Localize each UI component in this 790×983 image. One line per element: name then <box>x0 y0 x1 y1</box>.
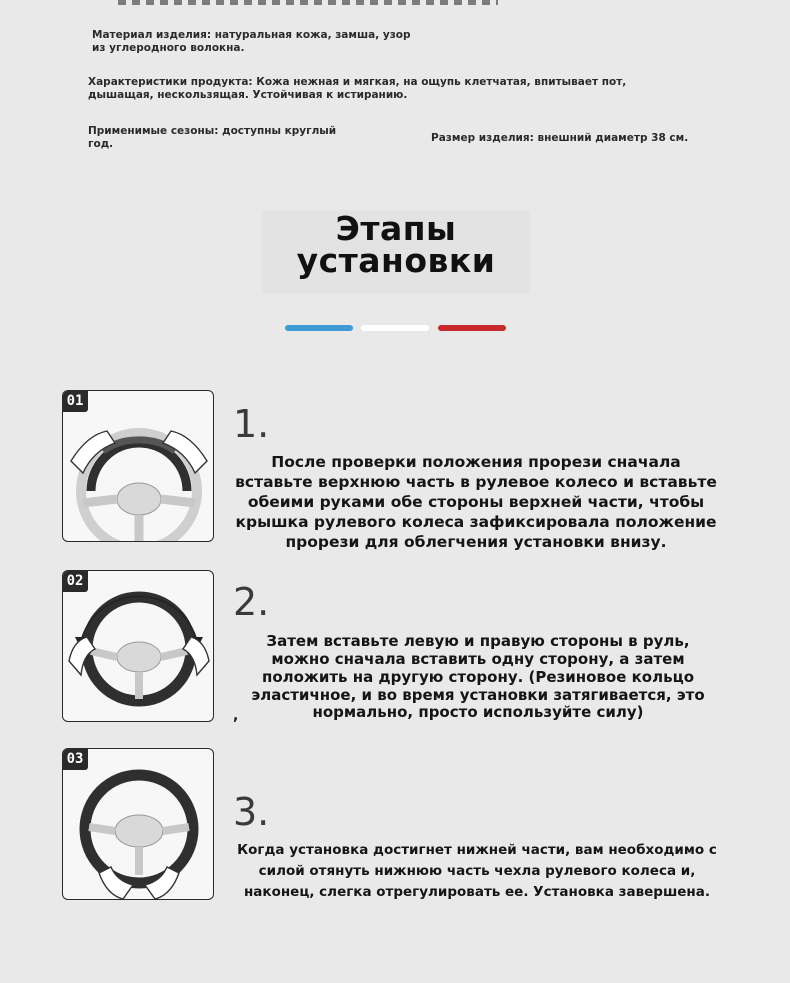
cropped-header-text <box>118 0 498 5</box>
step-1-text: После проверки положения прорези сначала вставьте верхнюю часть в рулевое колесо и вставьте обеими руками обе стороны верхней части, чтобы крышка рулевого колеса зафиксировала положение прорези для облегчения установки внизу. <box>235 453 717 551</box>
step-2-text-tail: нормально, просто используйте силу) <box>312 703 644 721</box>
step-3-text: Когда установка достигнет нижней части, вам необходимо с силой отянуть нижнюю часть чехла рулевого колеса и, наконец, слегка отрегулировать ее. Установка завершена. <box>237 842 717 900</box>
step-2-badge: 02 <box>62 570 88 592</box>
divider-blue <box>285 325 353 331</box>
step-2-comma: , <box>233 708 239 724</box>
section-title <box>262 209 530 280</box>
section-title-line1: Этапы <box>335 209 457 248</box>
step-1-number: 1. <box>233 402 270 446</box>
step-1-illustration <box>62 390 214 542</box>
spec-seasons: Применимые сезоны: доступны круглый год. <box>88 125 337 150</box>
divider-white <box>361 325 429 331</box>
step-1-badge: 01 <box>62 390 88 412</box>
steering-wheel-bottom-icon <box>63 749 214 900</box>
section-title-line2: установки <box>296 241 496 280</box>
step-2-number: 2. <box>233 580 270 624</box>
step-2-text: Затем вставьте левую и правую стороны в руль, можно сначала вставить одну сторону, а затем положить на другую сторону. (Резиновое кольцо эластичное, и во время установки затягивается, это <box>251 632 705 704</box>
spec-size: Размер изделия: внешний диаметр 38 см. <box>431 132 689 144</box>
step-3-badge: 03 <box>62 748 88 770</box>
steering-wheel-sides-icon <box>63 571 214 722</box>
divider-red <box>438 325 506 331</box>
spec-material: Материал изделия: натуральная кожа, замша, узор из углеродного волокна. <box>92 29 411 54</box>
steering-wheel-top-icon <box>63 391 214 542</box>
step-3-illustration <box>62 748 214 900</box>
step-2-illustration <box>62 570 214 722</box>
spec-characteristics: Характеристики продукта: Кожа нежная и мягкая, на ощупь клетчатая, впитывает пот, дышащая, нескользящая. Устойчивая к истиранию. <box>88 76 627 101</box>
step-3-number: 3. <box>233 790 270 834</box>
